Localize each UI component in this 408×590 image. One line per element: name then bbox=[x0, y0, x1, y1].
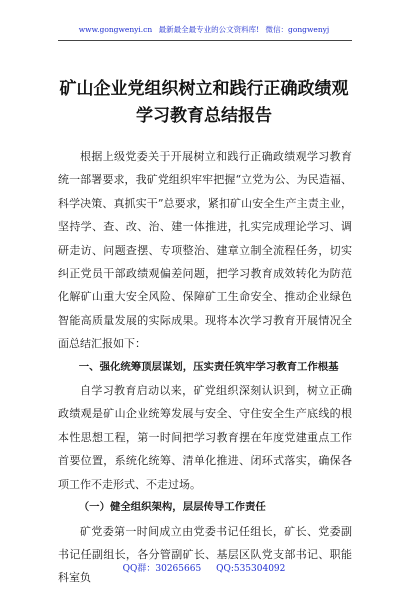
subsection-heading-1: （一）健全组织架构，层层传导工作责任 bbox=[78, 501, 266, 514]
intro-paragraph: 根据上级党委关于开展树立和践行正确政绩观学习教育统一部署要求，我矿党组织牢牢把握“立党为公、为民造福、科学决策、真抓实干”总要求，紧扣矿山安全生产主责主业，坚持学、查、改、治、建一体推进，扎实完成理论学习、调研走访、问题查摆、专项整治、建章立制全流程任务，切实纠正党员干部政绩观偏差问题，把学习教育成效转化为防范化解矿山重大安全风险、保障矿工生命安全、推动企业绿色智能高质量发展的实际成果。现将本次学习教育开展情况全面总结汇报如下： bbox=[58, 150, 352, 351]
footer-qq: QQ:535304092 bbox=[216, 564, 286, 574]
section-1-paragraph: 自学习教育启动以来，矿党组织深刻认识到，树立正确政绩观是矿山企业统筹发展与安全、守住安全生产底线的根本性思想工程，第一时间把学习教育摆在年度党建重点工作首要位置，系统化统筹、清单化推进、闭环式落实，确保各项工作不走形式、不走过场。 bbox=[58, 384, 352, 491]
header-site-link[interactable]: www.gongwenyi.cn bbox=[78, 25, 153, 34]
page-header bbox=[0, 24, 408, 35]
footer-qq-group: QQ群：30265665 bbox=[122, 564, 202, 574]
document-title: 矿山企业党组织树立和践行正确政绩观学习教育总结报告 bbox=[59, 79, 349, 126]
header-divider bbox=[58, 40, 352, 41]
subsection-1-paragraph: 矿党委第一时间成立由党委书记任组长，矿长、党委副书记任副组长，各分管副矿长、基层区队党支部书记、职能科室负 bbox=[58, 524, 352, 585]
document-body bbox=[58, 145, 352, 590]
header-wechat: 微信：gongwenyj bbox=[265, 25, 330, 34]
section-heading-1: 一、强化统筹顶层谋划，压实责任筑牢学习教育工作根基 bbox=[78, 360, 339, 373]
header-slogan: 最新最全最专业的公文资料库! bbox=[158, 25, 260, 34]
page-footer bbox=[0, 561, 408, 574]
